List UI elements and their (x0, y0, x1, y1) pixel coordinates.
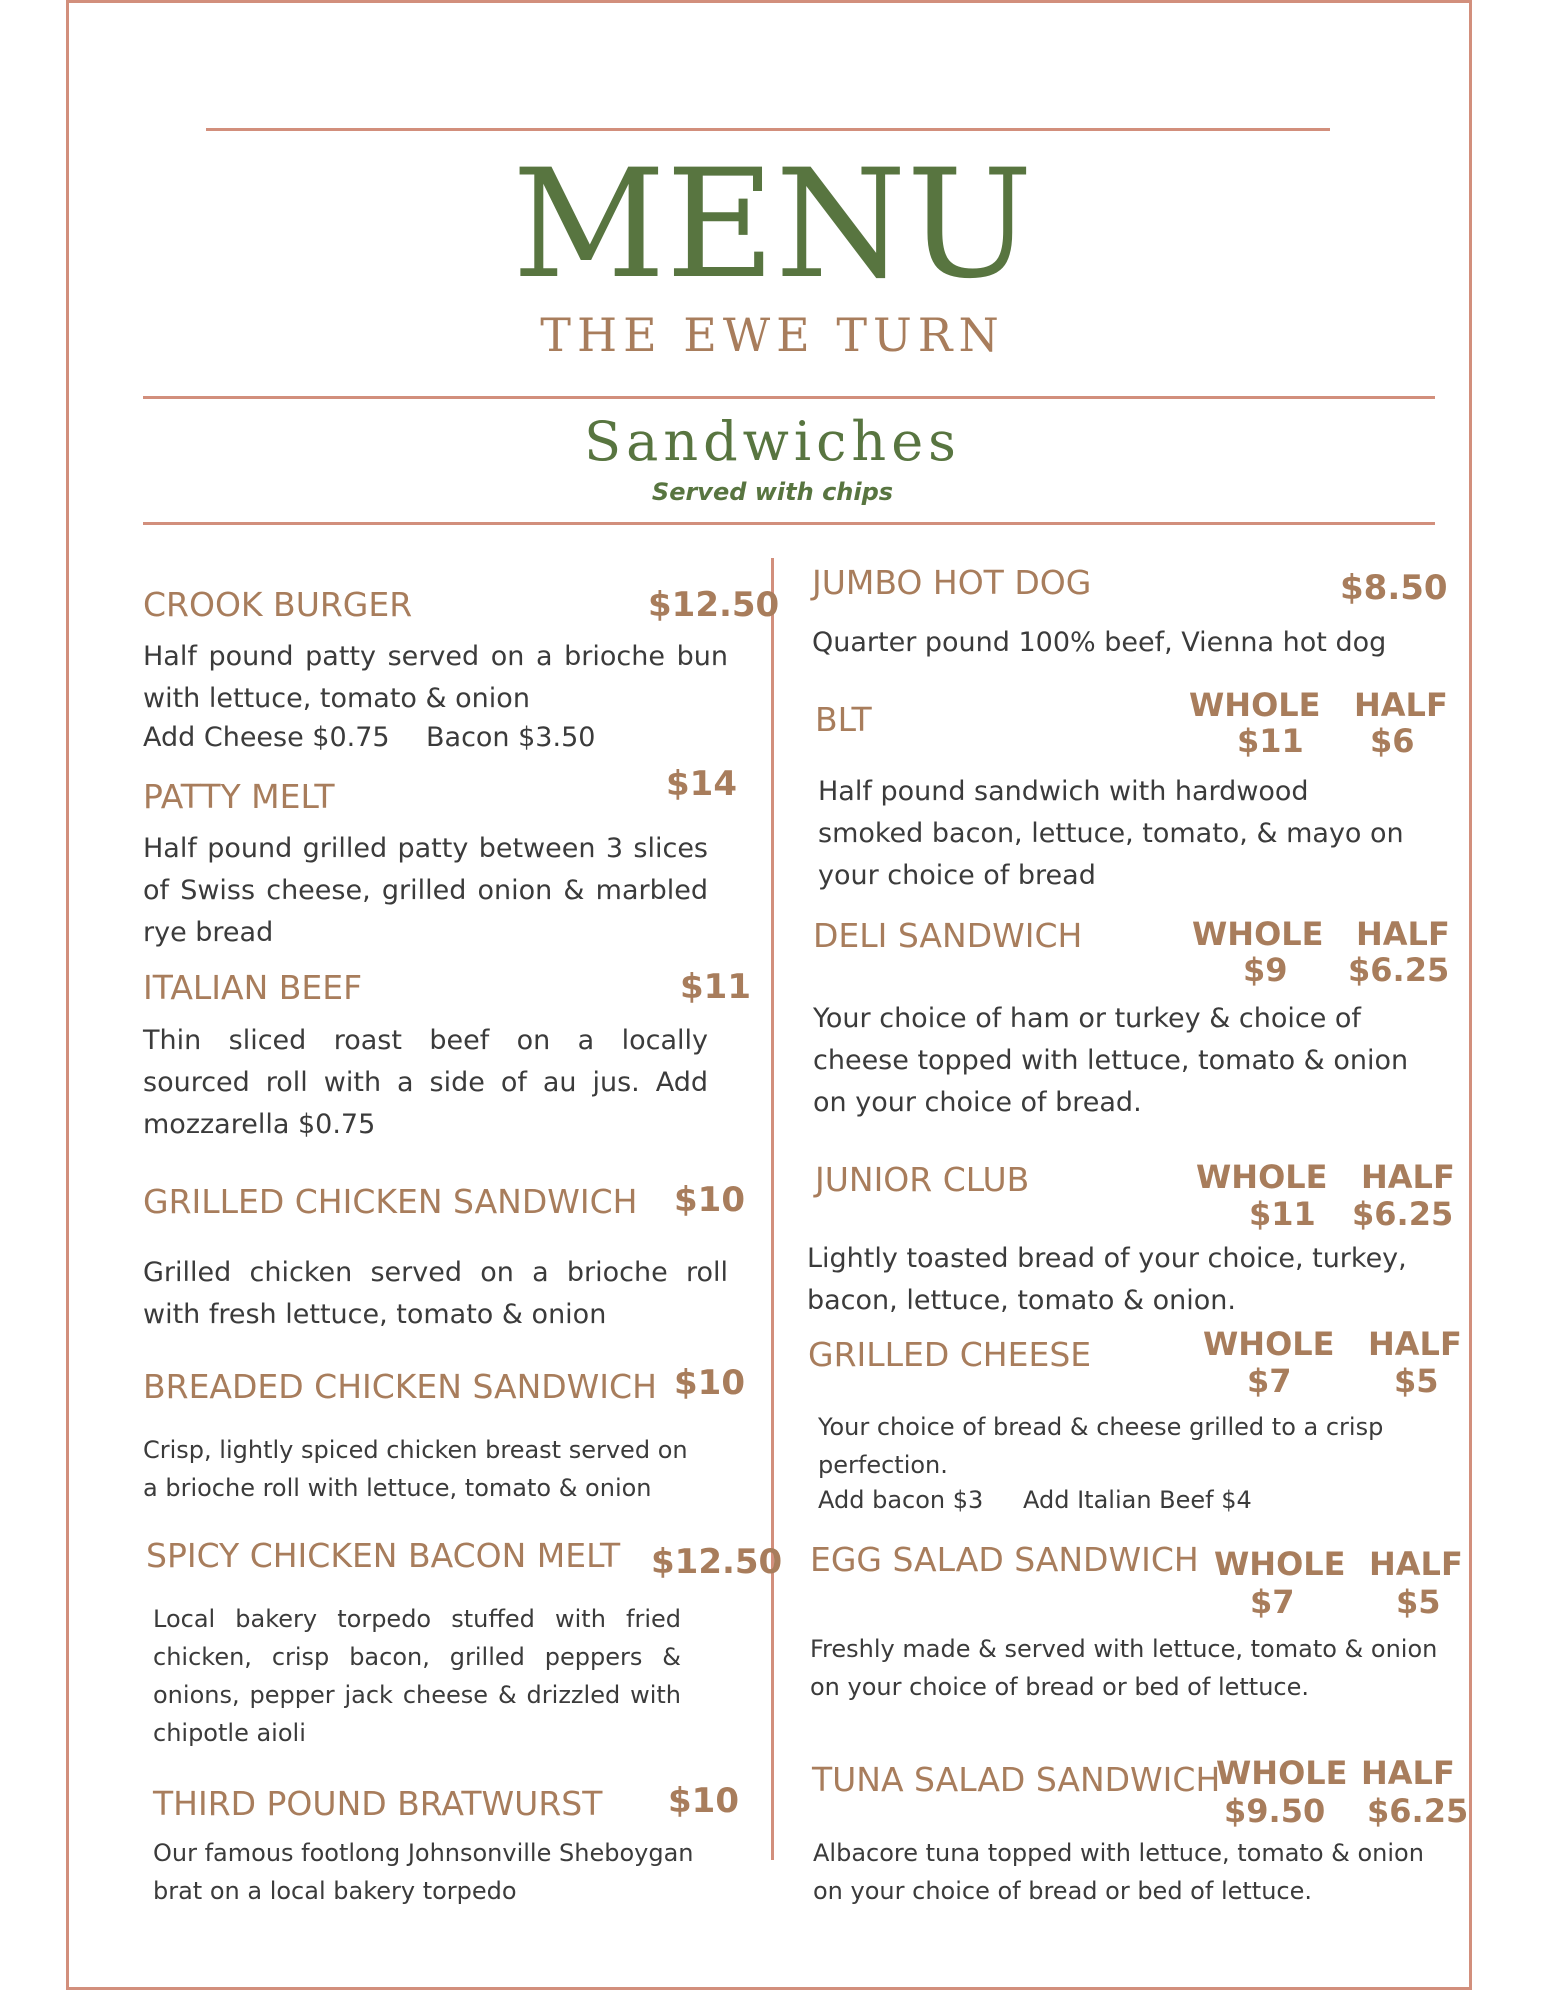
menu-title: MENU (512, 138, 1033, 312)
item-description: Lightly toasted bread of your choice, turkey, bacon, lettuce, tomato & onion. (807, 1243, 1407, 1316)
item-name: SPICY CHICKEN BACON MELT (146, 1536, 621, 1575)
item-description: Local bakery torpedo stuffed with fried chicken, crisp bacon, grilled peppers & onions, pepper jack cheese & drizzled with chipotle aioli (153, 1605, 681, 1747)
item-name: CROOK BURGER (143, 585, 413, 624)
item-addon: Bacon $3.50 (426, 722, 596, 753)
item-description: Your choice of ham or turkey & choice of cheese topped with lettuce, tomato & onion on your choice of bread. (813, 1003, 1409, 1118)
whole-label: WHOLE (1214, 1545, 1346, 1583)
item-name: JUNIOR CLUB (815, 1160, 1030, 1199)
half-price: $6 (1370, 722, 1415, 760)
half-label: HALF (1354, 686, 1448, 724)
item-description: Quarter pound 100% beef, Vienna hot dog (812, 627, 1387, 658)
whole-price: $9.50 (1224, 1792, 1326, 1830)
item-addon: Add Italian Beef $4 (1023, 1486, 1252, 1514)
half-price: $6.25 (1348, 951, 1450, 989)
item-description: Albacore tuna topped with lettuce, tomato & onion on your choice of bread or bed of lettuce. (813, 1839, 1424, 1905)
half-label: HALF (1361, 1158, 1455, 1196)
item-name: GRILLED CHEESE (808, 1335, 1092, 1374)
item-description: Our famous footlong Johnsonville Sheboygan brat on a local bakery torpedo (153, 1839, 694, 1905)
item-name: ITALIAN BEEF (143, 968, 363, 1007)
top-rule (206, 128, 1330, 131)
half-price: $5 (1394, 1362, 1439, 1400)
item-name: EGG SALAD SANDWICH (810, 1540, 1199, 1579)
item-name: BLT (815, 700, 872, 739)
item-price: $12.50 (648, 585, 780, 625)
item-addon: Add Cheese $0.75 (143, 722, 390, 753)
whole-label: WHOLE (1192, 915, 1324, 953)
half-price: $5 (1396, 1583, 1441, 1621)
whole-price: $11 (1249, 1195, 1316, 1233)
item-name: TUNA SALAD SANDWICH (812, 1760, 1221, 1799)
item-price: $11 (680, 967, 751, 1007)
section-title: Sandwiches (584, 410, 961, 473)
item-name: GRILLED CHICKEN SANDWICH (143, 1182, 638, 1221)
half-price: $6.25 (1367, 1792, 1469, 1830)
item-name: DELI SANDWICH (813, 916, 1083, 955)
item-name: THIRD POUND BRATWURST (153, 1784, 603, 1823)
half-label: HALF (1356, 915, 1450, 953)
section-subtitle: Served with chips (651, 478, 894, 506)
item-price: $12.50 (651, 1542, 783, 1582)
item-name: JUMBO HOT DOG (812, 563, 1092, 602)
item-description: Half pound sandwich with hardwood smoked bacon, lettuce, tomato, & mayo on your choice of bread (818, 776, 1404, 891)
item-description: Your choice of bread & cheese grilled to a crisp perfection. (818, 1413, 1384, 1479)
whole-label: WHOLE (1189, 686, 1321, 724)
item-description: Half pound grilled patty between 3 slices of Swiss cheese, grilled onion & marbled rye bread (143, 833, 708, 948)
half-price: $6.25 (1352, 1195, 1454, 1233)
whole-label: WHOLE (1216, 1754, 1348, 1792)
half-label: HALF (1361, 1754, 1455, 1792)
whole-price: $7 (1250, 1583, 1295, 1621)
whole-label: WHOLE (1203, 1325, 1335, 1363)
half-label: HALF (1368, 1325, 1462, 1363)
restaurant-name: THE EWE TURN (540, 308, 1005, 362)
whole-price: $11 (1237, 722, 1304, 760)
item-description: Freshly made & served with lettuce, tomato & onion on your choice of bread or bed of lettuce. (810, 1635, 1438, 1701)
whole-label: WHOLE (1196, 1158, 1328, 1196)
item-price: $10 (674, 1180, 745, 1220)
item-description: Grilled chicken served on a brioche roll with fresh lettuce, tomato & onion (143, 1257, 728, 1330)
section-rule (143, 522, 1435, 525)
item-price: $8.50 (1340, 568, 1448, 608)
whole-price: $9 (1243, 951, 1288, 989)
item-name: PATTY MELT (143, 777, 335, 816)
item-description: Half pound patty served on a brioche bun with lettuce, tomato & onion (143, 641, 728, 714)
half-label: HALF (1369, 1545, 1463, 1583)
item-addon: Add bacon $3 (818, 1486, 984, 1514)
whole-price: $7 (1247, 1362, 1292, 1400)
item-description: Crisp, lightly spiced chicken breast served on a brioche roll with lettuce, tomato & onion (143, 1436, 688, 1502)
column-divider (771, 558, 774, 1860)
item-price: $14 (666, 764, 737, 804)
item-description: Thin sliced roast beef on a locally sourced roll with a side of au jus. Add mozzarella $0.75 (143, 1025, 708, 1140)
item-name: BREADED CHICKEN SANDWICH (143, 1367, 657, 1406)
item-price: $10 (668, 1781, 739, 1821)
header-rule (143, 396, 1435, 399)
item-price: $10 (674, 1363, 745, 1403)
